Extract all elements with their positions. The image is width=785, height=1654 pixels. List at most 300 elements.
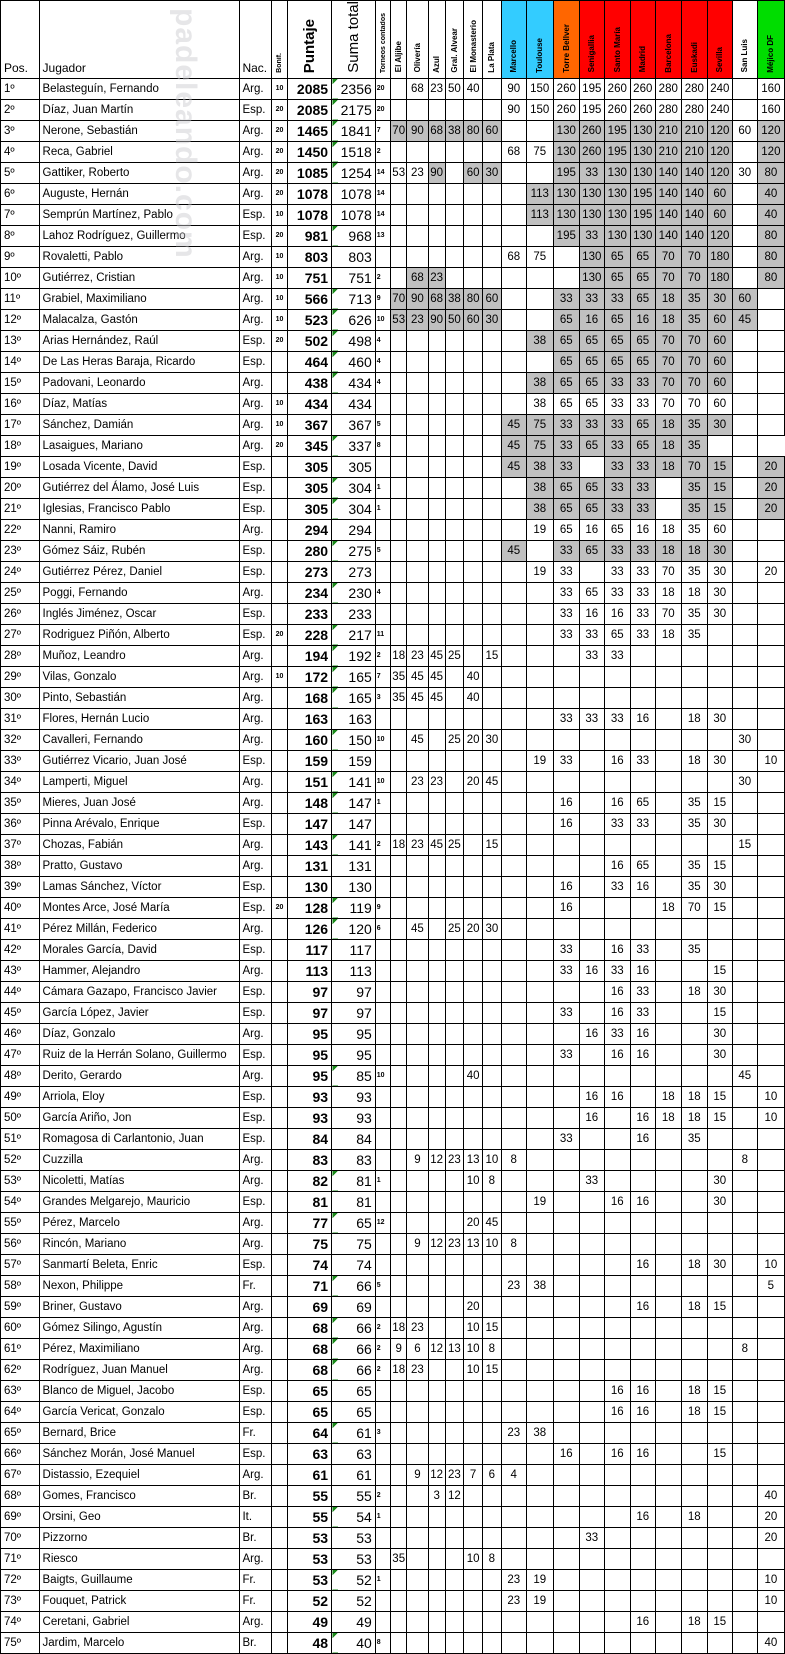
tournament-points-cell <box>428 183 445 204</box>
tournament-points-cell: 33 <box>553 960 579 981</box>
bonus-cell <box>271 792 288 813</box>
tournament-points-cell <box>732 939 757 960</box>
position-cell: 63º <box>1 1380 40 1401</box>
tournament-points-cell <box>655 981 681 1002</box>
tournament-points-cell <box>407 939 429 960</box>
tournament-points-cell <box>482 183 501 204</box>
tournament-points-cell <box>707 1233 732 1254</box>
tournaments-counted-cell: 10 <box>375 771 391 792</box>
table-row <box>1 1170 785 1191</box>
tournament-points-cell <box>391 897 407 918</box>
table-row <box>1 1317 785 1338</box>
tournaments-counted-cell: 2 <box>375 645 391 666</box>
tournament-points-cell <box>757 813 784 834</box>
tournament-points-cell <box>482 981 501 1002</box>
tournament-points-cell: 18 <box>655 624 681 645</box>
tournaments-counted-cell: 2 <box>375 1317 391 1338</box>
tournament-points-cell <box>553 1086 579 1107</box>
tournament-points-cell: 40 <box>757 1485 784 1506</box>
tournament-points-cell: 60 <box>707 330 732 351</box>
tournament-points-cell: 260 <box>604 78 630 99</box>
tournament-points-cell <box>732 1569 757 1590</box>
tournament-points-cell <box>757 330 784 351</box>
tournament-points-cell <box>707 1632 732 1653</box>
tournament-points-cell <box>428 1401 445 1422</box>
tournaments-counted-cell <box>375 1149 391 1170</box>
tournament-points-cell <box>482 540 501 561</box>
tournament-points-cell <box>464 1191 483 1212</box>
tournament-points-cell <box>757 1023 784 1044</box>
tournament-points-cell <box>681 1443 707 1464</box>
tournament-points-cell <box>445 1254 464 1275</box>
player-name-cell: Auguste, Hernán <box>39 183 240 204</box>
position-cell: 8º <box>1 225 40 246</box>
tournament-points-cell: 65 <box>553 351 579 372</box>
tournament-points-cell: 20 <box>757 1527 784 1548</box>
player-name-cell: Mieres, Juan José <box>39 792 240 813</box>
tournament-points-cell: 19 <box>526 561 553 582</box>
total-sum-cell: 120 <box>332 918 376 939</box>
bonus-cell <box>271 1527 288 1548</box>
points-cell: 172 <box>288 666 332 687</box>
tournament-points-cell <box>526 582 553 603</box>
tournaments-counted-cell <box>375 1254 391 1275</box>
tournament-points-cell: 70 <box>655 246 681 267</box>
tournament-points-cell: 40 <box>757 204 784 225</box>
tournament-points-cell <box>732 1380 757 1401</box>
tournament-points-cell <box>407 225 429 246</box>
tournament-points-cell <box>407 981 429 1002</box>
tournament-points-cell <box>482 477 501 498</box>
player-name-cell: Pinna Arévalo, Enrique <box>39 813 240 834</box>
bonus-cell <box>271 1569 288 1590</box>
tournament-points-cell <box>428 204 445 225</box>
total-sum-cell: 163 <box>332 708 376 729</box>
tournament-points-cell <box>464 624 483 645</box>
tournament-points-cell: 16 <box>604 603 630 624</box>
points-cell: 523 <box>288 309 332 330</box>
points-cell: 69 <box>288 1296 332 1317</box>
player-name-cell: Romagosa di Carlantonio, Juan <box>39 1128 240 1149</box>
total-sum-cell: 119 <box>332 897 376 918</box>
points-cell: 1078 <box>288 183 332 204</box>
tournament-points-cell: 33 <box>630 582 655 603</box>
tournament-points-cell: 33 <box>553 540 579 561</box>
tournament-points-cell <box>526 960 553 981</box>
total-sum-cell: 97 <box>332 981 376 1002</box>
total-sum-cell: 66 <box>332 1359 376 1380</box>
points-cell: 194 <box>288 645 332 666</box>
tournaments-counted-cell <box>375 246 391 267</box>
tournament-points-cell: 130 <box>630 225 655 246</box>
points-cell: 147 <box>288 813 332 834</box>
tournament-points-cell <box>501 603 526 624</box>
table-row <box>1 1065 785 1086</box>
total-sum-cell: 75 <box>332 1233 376 1254</box>
tournament-points-cell <box>655 1065 681 1086</box>
tournament-points-cell <box>407 876 429 897</box>
tournament-points-cell <box>732 1485 757 1506</box>
position-cell: 74º <box>1 1611 40 1632</box>
points-cell: 55 <box>288 1506 332 1527</box>
player-name-cell: Jardim, Marcelo <box>39 1632 240 1653</box>
position-cell: 15º <box>1 372 40 393</box>
tournament-points-cell <box>732 1170 757 1191</box>
tournament-points-cell <box>707 1422 732 1443</box>
tournament-points-cell: 30 <box>482 918 501 939</box>
table-row <box>1 1149 785 1170</box>
total-sum-cell: 95 <box>332 1044 376 1065</box>
tournament-points-cell: 33 <box>630 1002 655 1023</box>
tournament-points-cell: 30 <box>707 288 732 309</box>
tournament-points-cell <box>757 1233 784 1254</box>
tournament-points-cell: 16 <box>630 960 655 981</box>
tournament-points-cell <box>445 267 464 288</box>
tournament-points-cell <box>391 99 407 120</box>
tournament-points-cell: 130 <box>630 120 655 141</box>
position-cell: 44º <box>1 981 40 1002</box>
tournament-points-cell: 45 <box>501 540 526 561</box>
tournament-points-cell: 65 <box>553 477 579 498</box>
tournament-points-cell <box>391 855 407 876</box>
player-name-cell: Poggi, Fernando <box>39 582 240 603</box>
tournament-points-cell: 90 <box>501 99 526 120</box>
total-sum-cell: 93 <box>332 1086 376 1107</box>
tournament-points-cell <box>732 603 757 624</box>
tournament-points-cell <box>707 1359 732 1380</box>
tournament-points-cell <box>428 1548 445 1569</box>
points-cell: 234 <box>288 582 332 603</box>
table-row <box>1 1506 785 1527</box>
bonus-cell <box>271 477 288 498</box>
bonus-cell <box>271 1401 288 1422</box>
tournament-points-cell: 33 <box>630 456 655 477</box>
points-cell: 345 <box>288 435 332 456</box>
tournament-points-cell: 35 <box>681 855 707 876</box>
tournament-points-cell: 70 <box>681 372 707 393</box>
tournament-points-cell <box>579 1191 604 1212</box>
tournament-points-cell: 30 <box>707 1170 732 1191</box>
tournament-points-cell <box>428 99 445 120</box>
tournament-points-cell <box>428 141 445 162</box>
tournament-points-cell <box>445 1191 464 1212</box>
tournament-points-cell: 16 <box>630 876 655 897</box>
tournament-points-cell <box>732 750 757 771</box>
tournament-points-cell <box>391 435 407 456</box>
tournament-points-cell: 18 <box>681 981 707 1002</box>
tournament-points-cell: 8 <box>732 1149 757 1170</box>
tournament-points-cell <box>681 1569 707 1590</box>
tournament-points-cell <box>501 204 526 225</box>
nationality-cell: Arg. <box>240 183 271 204</box>
tournament-points-cell <box>464 1422 483 1443</box>
tournaments-counted-cell: 20 <box>375 99 391 120</box>
bonus-cell: 10 <box>271 414 288 435</box>
player-name-cell: Vilas, Gonzalo <box>39 666 240 687</box>
tournament-points-cell: 18 <box>655 1107 681 1128</box>
tournament-points-cell <box>407 99 429 120</box>
position-cell: 50º <box>1 1107 40 1128</box>
tournament-points-cell: 16 <box>630 1401 655 1422</box>
tournament-points-cell <box>757 960 784 981</box>
tournament-points-cell: 45 <box>428 645 445 666</box>
table-row <box>1 1485 785 1506</box>
tournament-points-cell: 13 <box>464 1149 483 1170</box>
tournament-points-cell <box>482 792 501 813</box>
tournament-points-cell <box>501 1359 526 1380</box>
tournament-points-cell <box>428 1443 445 1464</box>
total-sum-cell: 1841 <box>332 120 376 141</box>
total-sum-cell: 626 <box>332 309 376 330</box>
tournament-points-cell <box>579 897 604 918</box>
points-cell: 367 <box>288 414 332 435</box>
tournament-points-cell <box>391 183 407 204</box>
tournament-points-cell <box>501 624 526 645</box>
position-cell: 29º <box>1 666 40 687</box>
tournaments-counted-cell <box>375 1380 391 1401</box>
position-cell: 68º <box>1 1485 40 1506</box>
tournament-points-cell: 140 <box>655 162 681 183</box>
tournament-points-cell <box>482 414 501 435</box>
tournament-points-cell: 35 <box>391 687 407 708</box>
tournament-points-cell <box>428 918 445 939</box>
bonus-cell: 20 <box>271 897 288 918</box>
tournament-points-cell: 16 <box>579 519 604 540</box>
tournament-points-cell: 65 <box>630 855 655 876</box>
nationality-cell: Arg. <box>240 960 271 981</box>
bonus-cell <box>271 582 288 603</box>
tournament-points-cell <box>407 1065 429 1086</box>
tournament-points-cell <box>391 246 407 267</box>
tournament-points-cell <box>428 330 445 351</box>
tournament-points-cell: 130 <box>579 246 604 267</box>
tournaments-counted-cell <box>375 1023 391 1044</box>
tournament-points-cell <box>526 120 553 141</box>
tournament-points-cell: 18 <box>681 540 707 561</box>
tournament-points-cell: 12 <box>428 1464 445 1485</box>
tournament-points-cell: 33 <box>604 708 630 729</box>
tournament-points-cell <box>655 1044 681 1065</box>
player-name-cell: Reca, Gabriel <box>39 141 240 162</box>
tournament-points-cell: 15 <box>707 1401 732 1422</box>
tournament-points-cell: 23 <box>445 1233 464 1254</box>
tournament-points-cell: 23 <box>407 1317 429 1338</box>
tournaments-counted-cell <box>375 1233 391 1254</box>
tournament-points-cell: 16 <box>604 1191 630 1212</box>
position-cell: 71º <box>1 1548 40 1569</box>
tournament-points-cell: 15 <box>707 1443 732 1464</box>
nationality-cell: Esp. <box>240 204 271 225</box>
tournament-points-cell <box>630 1590 655 1611</box>
tournament-points-cell: 20 <box>464 771 483 792</box>
tournament-points-cell <box>604 1107 630 1128</box>
nationality-cell: Arg. <box>240 1296 271 1317</box>
tournament-points-cell <box>407 351 429 372</box>
bonus-cell: 20 <box>271 141 288 162</box>
tournament-points-cell: 33 <box>579 162 604 183</box>
tournament-points-cell <box>501 666 526 687</box>
tournament-points-cell <box>681 1632 707 1653</box>
tournament-points-cell <box>757 582 784 603</box>
total-sum-cell: 61 <box>332 1464 376 1485</box>
tournament-points-cell <box>681 960 707 981</box>
tournament-points-cell <box>501 1044 526 1065</box>
tournament-points-cell <box>501 1086 526 1107</box>
tournament-points-cell <box>501 1527 526 1548</box>
tournament-points-cell: 70 <box>655 351 681 372</box>
points-cell: 803 <box>288 246 332 267</box>
total-sum-cell: 1518 <box>332 141 376 162</box>
total-sum-cell: 304 <box>332 477 376 498</box>
player-name-cell: Morales García, David <box>39 939 240 960</box>
tournament-points-cell <box>501 1128 526 1149</box>
tournament-points-cell: 18 <box>655 309 681 330</box>
tournament-points-cell: 38 <box>526 456 553 477</box>
tournament-points-cell <box>407 813 429 834</box>
tournament-points-cell: 33 <box>630 981 655 1002</box>
tournament-points-cell <box>757 876 784 897</box>
table-row <box>1 1611 785 1632</box>
table-row <box>1 1107 785 1128</box>
tournament-points-cell: 20 <box>464 729 483 750</box>
tournament-points-cell: 195 <box>630 204 655 225</box>
tournament-points-cell <box>407 1527 429 1548</box>
tournament-points-cell <box>526 1464 553 1485</box>
tournament-points-cell <box>407 1548 429 1569</box>
tournament-points-cell: 195 <box>579 78 604 99</box>
tournament-points-cell <box>482 1485 501 1506</box>
points-cell: 126 <box>288 918 332 939</box>
player-name-cell: Pizzorno <box>39 1527 240 1548</box>
tournament-points-cell: 130 <box>604 225 630 246</box>
bonus-cell <box>271 498 288 519</box>
tournament-points-cell: 23 <box>501 1275 526 1296</box>
tournament-points-cell <box>604 1422 630 1443</box>
tournament-points-cell <box>579 1506 604 1527</box>
tournament-points-cell <box>655 1464 681 1485</box>
tournament-points-cell: 20 <box>757 477 784 498</box>
points-cell: 71 <box>288 1275 332 1296</box>
tournament-points-cell: 12 <box>428 1149 445 1170</box>
tournament-points-cell: 23 <box>407 834 429 855</box>
tournament-points-cell: 10 <box>482 1149 501 1170</box>
tournament-points-cell <box>553 1401 579 1422</box>
tournament-points-cell <box>428 1170 445 1191</box>
player-name-cell: Lasaigues, Mariano <box>39 435 240 456</box>
total-sum-cell: 130 <box>332 876 376 897</box>
tournament-points-cell <box>407 1422 429 1443</box>
tournament-points-cell <box>391 414 407 435</box>
tournament-points-cell <box>464 708 483 729</box>
tournament-points-cell <box>501 372 526 393</box>
tournament-points-cell <box>501 1296 526 1317</box>
tournament-points-cell <box>579 1275 604 1296</box>
tournament-points-cell: 65 <box>604 267 630 288</box>
points-cell: 434 <box>288 393 332 414</box>
table-row <box>1 1044 785 1065</box>
tournament-points-cell <box>630 1170 655 1191</box>
tournament-points-cell <box>579 876 604 897</box>
tournament-points-cell: 33 <box>579 645 604 666</box>
tournament-points-cell: 240 <box>707 99 732 120</box>
position-cell: 58º <box>1 1275 40 1296</box>
tournament-points-cell <box>579 1338 604 1359</box>
tournament-points-cell: 65 <box>630 330 655 351</box>
tournament-points-cell: 70 <box>655 330 681 351</box>
table-row <box>1 288 785 309</box>
tournament-points-cell <box>445 1359 464 1380</box>
tournament-points-cell <box>407 561 429 582</box>
tournament-points-cell <box>579 918 604 939</box>
tournament-points-cell <box>445 876 464 897</box>
tournament-points-cell: 10 <box>464 1170 483 1191</box>
tournaments-counted-cell <box>375 393 391 414</box>
nationality-cell: Esp. <box>240 225 271 246</box>
tournament-points-cell <box>707 1317 732 1338</box>
tournaments-counted-cell: 5 <box>375 414 391 435</box>
tournament-points-cell: 33 <box>630 750 655 771</box>
tournament-points-cell <box>445 1023 464 1044</box>
tournament-points-cell <box>501 162 526 183</box>
tournament-points-cell: 65 <box>579 330 604 351</box>
tournament-points-cell: 18 <box>391 645 407 666</box>
tournament-points-cell: 30 <box>707 1191 732 1212</box>
nationality-cell: Esp. <box>240 456 271 477</box>
total-sum-cell: 131 <box>332 855 376 876</box>
tournaments-counted-cell: 14 <box>375 204 391 225</box>
player-name-cell: Gattiker, Roberto <box>39 162 240 183</box>
tournament-points-cell: 70 <box>391 288 407 309</box>
tournament-points-cell <box>501 582 526 603</box>
tournaments-counted-cell: 4 <box>375 582 391 603</box>
tournament-points-cell <box>501 750 526 771</box>
tournament-points-cell: 33 <box>630 939 655 960</box>
total-sum-cell: 1254 <box>332 162 376 183</box>
tournament-points-cell <box>526 1632 553 1653</box>
tournament-points-cell <box>501 1023 526 1044</box>
tournament-points-cell <box>655 1128 681 1149</box>
points-cell: 68 <box>288 1338 332 1359</box>
tournament-points-cell <box>757 645 784 666</box>
tournament-points-cell <box>445 99 464 120</box>
tournament-points-cell: 33 <box>579 414 604 435</box>
tournament-points-cell <box>604 897 630 918</box>
tournament-points-cell: 20 <box>464 1296 483 1317</box>
tournaments-counted-cell: 1 <box>375 1569 391 1590</box>
tournament-points-cell <box>526 876 553 897</box>
tournament-points-cell <box>707 1506 732 1527</box>
position-cell: 72º <box>1 1569 40 1590</box>
tournament-points-cell: 90 <box>407 288 429 309</box>
tournament-points-cell: 33 <box>604 393 630 414</box>
tournaments-counted-cell: 12 <box>375 1212 391 1233</box>
tournaments-counted-cell <box>375 1590 391 1611</box>
tournament-points-cell: 75 <box>526 414 553 435</box>
bonus-cell: 20 <box>271 435 288 456</box>
tournament-points-cell: 113 <box>526 204 553 225</box>
tournament-points-cell: 65 <box>630 351 655 372</box>
nationality-cell: Esp. <box>240 813 271 834</box>
tournament-points-cell: 16 <box>630 1254 655 1275</box>
tournament-points-cell: 30 <box>707 561 732 582</box>
tournament-points-cell: 18 <box>391 834 407 855</box>
tournament-points-cell <box>482 1128 501 1149</box>
tournament-points-cell <box>464 1506 483 1527</box>
tournament-points-cell <box>501 1401 526 1422</box>
tournament-points-cell <box>482 1296 501 1317</box>
tournament-points-cell <box>732 519 757 540</box>
tournament-points-cell <box>501 1338 526 1359</box>
